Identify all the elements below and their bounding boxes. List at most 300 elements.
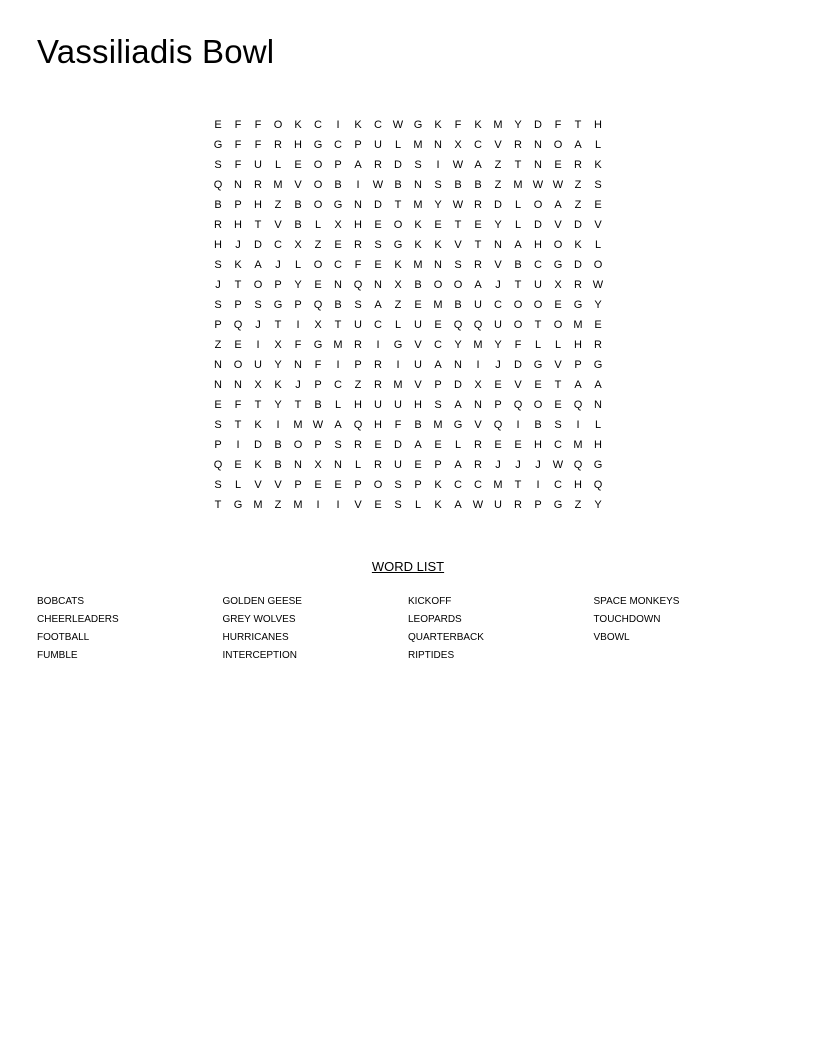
grid-letter: W xyxy=(452,199,464,211)
grid-letter: Z xyxy=(274,199,282,211)
grid-letter: M xyxy=(253,499,263,511)
word-list-item: VBOWL xyxy=(593,632,630,643)
grid-letter: C xyxy=(334,379,342,391)
grid-letter: P xyxy=(434,379,442,391)
grid-letter: E xyxy=(214,119,222,131)
grid-letter: D xyxy=(454,379,462,391)
grid-letter: W xyxy=(592,279,604,291)
grid-letter: A xyxy=(414,439,422,451)
grid-letter: K xyxy=(434,239,442,251)
grid-letter: P xyxy=(234,199,242,211)
grid-letter: X xyxy=(254,379,262,391)
grid-letter: Y xyxy=(454,339,462,351)
grid-letter: Q xyxy=(353,279,363,291)
grid-letter: F xyxy=(514,339,522,351)
grid-letter: T xyxy=(214,499,222,511)
grid-letter: X xyxy=(554,279,562,291)
word-list-item: BOBCATS xyxy=(37,596,85,607)
grid-letter: O xyxy=(233,359,243,371)
grid-letter: V xyxy=(414,339,422,351)
grid-letter: U xyxy=(374,139,382,151)
grid-letter: R xyxy=(214,219,222,231)
grid-letter: B xyxy=(474,179,482,191)
grid-letter: F xyxy=(234,399,242,411)
grid-letter: M xyxy=(573,439,583,451)
grid-letter: S xyxy=(214,299,222,311)
grid-letter: V xyxy=(454,239,462,251)
grid-letter: Y xyxy=(514,119,522,131)
grid-letter: E xyxy=(554,299,562,311)
grid-letter: G xyxy=(233,499,243,511)
grid-letter: E xyxy=(374,259,382,271)
grid-letter: J xyxy=(495,279,501,291)
grid-letter: R xyxy=(474,199,482,211)
grid-letter: R xyxy=(254,179,262,191)
grid-letter: H xyxy=(354,399,362,411)
grid-letter: Q xyxy=(473,319,483,331)
grid-letter: L xyxy=(394,139,402,151)
grid-letter: T xyxy=(234,419,242,431)
grid-letter: S xyxy=(434,179,442,191)
grid-letter: H xyxy=(214,239,222,251)
word-list-item: FOOTBALL xyxy=(37,632,90,643)
grid-letter: L xyxy=(594,419,602,431)
grid-letter: B xyxy=(534,419,542,431)
grid-letter: V xyxy=(474,419,482,431)
grid-letter: G xyxy=(593,459,603,471)
word-list-item: CHEERLEADERS xyxy=(37,614,119,625)
grid-letter: I xyxy=(396,359,400,371)
grid-letter: N xyxy=(334,459,342,471)
word-list-item: HURRICANES xyxy=(222,632,289,643)
grid-letter: J xyxy=(495,359,501,371)
grid-letter: P xyxy=(494,399,502,411)
grid-letter: N xyxy=(474,399,482,411)
grid-letter: U xyxy=(414,359,422,371)
grid-letter: V xyxy=(494,259,502,271)
grid-letter: N xyxy=(594,399,602,411)
grid-letter: T xyxy=(514,159,522,171)
grid-letter: G xyxy=(593,359,603,371)
grid-letter: N xyxy=(494,239,502,251)
grid-letter: N xyxy=(374,279,382,291)
grid-letter: C xyxy=(474,139,482,151)
grid-letter: I xyxy=(356,179,360,191)
grid-letter: O xyxy=(313,259,323,271)
grid-letter: P xyxy=(574,359,582,371)
grid-letter: U xyxy=(254,159,262,171)
grid-letter: G xyxy=(273,299,283,311)
grid-letter: G xyxy=(413,119,423,131)
grid-letter: B xyxy=(314,399,322,411)
grid-letter: U xyxy=(374,399,382,411)
grid-letter: Z xyxy=(574,199,582,211)
grid-letter: O xyxy=(273,119,283,131)
grid-letter: N xyxy=(214,379,222,391)
grid-letter: L xyxy=(294,259,302,271)
grid-letter: Q xyxy=(213,179,223,191)
grid-letter: S xyxy=(214,159,222,171)
grid-letter: I xyxy=(436,159,440,171)
grid-letter: A xyxy=(334,419,342,431)
grid-letter: F xyxy=(294,339,302,351)
grid-letter: R xyxy=(354,239,362,251)
word-search-grid xyxy=(208,115,608,515)
grid-letter: T xyxy=(394,199,402,211)
grid-letter: U xyxy=(494,319,502,331)
grid-letter: O xyxy=(533,299,543,311)
grid-letter: T xyxy=(234,279,242,291)
grid-letter: E xyxy=(594,319,602,331)
grid-letter: B xyxy=(334,299,342,311)
grid-letter: E xyxy=(434,439,442,451)
grid-letter: I xyxy=(336,119,340,131)
grid-letter: B xyxy=(394,179,402,191)
grid-letter: X xyxy=(474,379,482,391)
grid-letter: F xyxy=(254,139,262,151)
grid-letter: D xyxy=(394,439,402,451)
grid-letter: W xyxy=(552,459,564,471)
grid-letter: M xyxy=(333,339,343,351)
grid-letter: A xyxy=(454,499,462,511)
grid-letter: I xyxy=(476,359,480,371)
grid-letter: G xyxy=(393,239,403,251)
grid-letter: I xyxy=(256,339,260,351)
grid-letter: K xyxy=(594,159,602,171)
grid-letter: Z xyxy=(394,299,402,311)
grid-letter: D xyxy=(394,159,402,171)
grid-letter: V xyxy=(274,219,282,231)
word-list-item: FUMBLE xyxy=(37,650,78,661)
grid-letter: T xyxy=(274,319,282,331)
grid-letter: A xyxy=(254,259,262,271)
grid-letter: O xyxy=(533,199,543,211)
grid-letter: T xyxy=(554,379,562,391)
grid-letter: E xyxy=(554,399,562,411)
word-list-item: KICKOFF xyxy=(408,596,452,607)
grid-letter: I xyxy=(236,439,240,451)
grid-letter: B xyxy=(274,439,282,451)
grid-letter: C xyxy=(554,479,562,491)
grid-letter: K xyxy=(434,499,442,511)
grid-letter: A xyxy=(474,159,482,171)
grid-letter: C xyxy=(454,479,462,491)
grid-letter: H xyxy=(414,399,422,411)
word-list xyxy=(37,593,779,665)
grid-letter: L xyxy=(594,239,602,251)
grid-letter: X xyxy=(274,339,282,351)
grid-letter: B xyxy=(414,279,422,291)
grid-letter: B xyxy=(294,219,302,231)
grid-letter: U xyxy=(494,499,502,511)
grid-letter: E xyxy=(534,379,542,391)
grid-letter: O xyxy=(433,279,443,291)
grid-letter: Z xyxy=(214,339,222,351)
word-list-item: SPACE MONKEYS xyxy=(593,596,680,607)
grid-letter: W xyxy=(532,179,544,191)
grid-letter: P xyxy=(534,499,542,511)
grid-letter: H xyxy=(534,239,542,251)
grid-letter: E xyxy=(374,439,382,451)
grid-letter: G xyxy=(213,139,223,151)
grid-letter: S xyxy=(354,299,362,311)
grid-letter: M xyxy=(513,179,523,191)
grid-letter: L xyxy=(514,219,522,231)
grid-letter: S xyxy=(394,479,402,491)
grid-letter: V xyxy=(494,139,502,151)
grid-letter: R xyxy=(474,439,482,451)
grid-letter: S xyxy=(334,439,342,451)
grid-letter: P xyxy=(294,479,302,491)
grid-letter: D xyxy=(534,219,542,231)
grid-letter: Q xyxy=(313,299,323,311)
grid-letter: C xyxy=(314,119,322,131)
grid-letter: D xyxy=(254,239,262,251)
grid-letter: M xyxy=(573,319,583,331)
grid-letter: E xyxy=(314,279,322,291)
grid-letter: Z xyxy=(574,499,582,511)
grid-letter: R xyxy=(374,459,382,471)
grid-letter: R xyxy=(574,159,582,171)
grid-letter: A xyxy=(554,199,562,211)
grid-letter: O xyxy=(293,439,303,451)
grid-letter: J xyxy=(515,459,521,471)
grid-letter: E xyxy=(434,219,442,231)
grid-letter: H xyxy=(254,199,262,211)
grid-letter: O xyxy=(373,479,383,491)
word-list-item: GREY WOLVES xyxy=(222,614,296,625)
grid-letter: G xyxy=(333,199,343,211)
grid-letter: N xyxy=(354,199,362,211)
grid-letter: Y xyxy=(434,199,442,211)
grid-letter: L xyxy=(274,159,282,171)
grid-letter: A xyxy=(454,459,462,471)
grid-letter: Y xyxy=(494,339,502,351)
grid-letter: X xyxy=(314,459,322,471)
grid-letter: L xyxy=(534,339,542,351)
grid-letter: L xyxy=(594,139,602,151)
grid-letter: U xyxy=(354,319,362,331)
grid-letter: H xyxy=(574,479,582,491)
grid-letter: G xyxy=(553,499,563,511)
grid-letter: Q xyxy=(593,479,603,491)
grid-letter: E xyxy=(494,379,502,391)
word-list-item: INTERCEPTION xyxy=(222,650,297,661)
grid-letter: L xyxy=(454,439,462,451)
grid-letter: I xyxy=(536,479,540,491)
grid-letter: F xyxy=(554,119,562,131)
grid-letter: O xyxy=(253,279,263,291)
grid-letter: H xyxy=(374,419,382,431)
grid-letter: G xyxy=(393,339,403,351)
grid-letter: Z xyxy=(274,499,282,511)
grid-letter: E xyxy=(234,339,242,351)
grid-letter: D xyxy=(574,219,582,231)
grid-letter: L xyxy=(354,459,362,471)
grid-letter: B xyxy=(274,459,282,471)
grid-letter: N xyxy=(214,359,222,371)
grid-letter: Z xyxy=(494,159,502,171)
grid-letter: E xyxy=(234,459,242,471)
grid-letter: E xyxy=(494,439,502,451)
grid-letter: I xyxy=(316,499,320,511)
grid-letter: F xyxy=(314,359,322,371)
grid-letter: H xyxy=(594,119,602,131)
grid-letter: C xyxy=(274,239,282,251)
grid-letter: P xyxy=(294,299,302,311)
grid-letter: S xyxy=(394,499,402,511)
grid-letter: M xyxy=(493,479,503,491)
page-title: Vassiliadis Bowl xyxy=(37,33,275,70)
grid-letter: H xyxy=(234,219,242,231)
grid-letter: D xyxy=(494,199,502,211)
grid-letter: T xyxy=(574,119,582,131)
grid-letter: K xyxy=(234,259,242,271)
grid-letter: T xyxy=(514,279,522,291)
grid-letter: F xyxy=(254,119,262,131)
grid-letter: K xyxy=(434,479,442,491)
grid-letter: N xyxy=(454,359,462,371)
grid-letter: E xyxy=(594,199,602,211)
grid-letter: M xyxy=(413,259,423,271)
grid-letter: K xyxy=(394,259,402,271)
word-list-item: GOLDEN GEESE xyxy=(222,596,302,607)
grid-letter: E xyxy=(294,159,302,171)
grid-letter: Q xyxy=(213,459,223,471)
grid-letter: W xyxy=(552,179,564,191)
grid-letter: Y xyxy=(594,499,602,511)
grid-letter: Z xyxy=(494,179,502,191)
grid-letter: J xyxy=(295,379,301,391)
grid-letter: R xyxy=(354,439,362,451)
grid-letter: N xyxy=(534,159,542,171)
grid-letter: K xyxy=(434,119,442,131)
grid-letter: M xyxy=(433,419,443,431)
grid-letter: E xyxy=(434,319,442,331)
grid-letter: J xyxy=(255,319,261,331)
grid-letter: J xyxy=(535,459,541,471)
grid-letter: B xyxy=(294,199,302,211)
grid-letter: L xyxy=(514,199,522,211)
grid-letter: H xyxy=(354,219,362,231)
grid-letter: E xyxy=(474,219,482,231)
grid-letter: P xyxy=(354,139,362,151)
grid-letter: C xyxy=(374,319,382,331)
grid-letter: R xyxy=(354,339,362,351)
grid-letter: L xyxy=(334,399,342,411)
grid-letter: P xyxy=(314,379,322,391)
grid-letter: P xyxy=(334,159,342,171)
grid-letter: C xyxy=(374,119,382,131)
grid-letter: R xyxy=(374,379,382,391)
word-list-item: LEOPARDS xyxy=(408,614,462,625)
grid-letter: W xyxy=(312,419,324,431)
grid-letter: V xyxy=(294,179,302,191)
grid-letter: W xyxy=(372,179,384,191)
grid-letter: B xyxy=(454,179,462,191)
grid-letter: M xyxy=(433,299,443,311)
grid-letter: D xyxy=(534,119,542,131)
grid-letter: A xyxy=(454,399,462,411)
grid-letter: Z xyxy=(574,179,582,191)
grid-letter: M xyxy=(413,199,423,211)
grid-letter: W xyxy=(472,499,484,511)
grid-letter: D xyxy=(254,439,262,451)
grid-letter: V xyxy=(414,379,422,391)
grid-letter: Q xyxy=(493,419,503,431)
grid-letter: M xyxy=(473,339,483,351)
grid-letter: P xyxy=(314,439,322,451)
grid-letter: D xyxy=(574,259,582,271)
grid-letter: O xyxy=(453,279,463,291)
grid-letter: M xyxy=(493,119,503,131)
grid-letter: N xyxy=(234,179,242,191)
grid-letter: N xyxy=(234,379,242,391)
grid-letter: C xyxy=(474,479,482,491)
grid-letter: M xyxy=(273,179,283,191)
grid-letter: N xyxy=(414,179,422,191)
grid-letter: S xyxy=(214,479,222,491)
grid-letter: U xyxy=(394,399,402,411)
grid-letter: E xyxy=(374,499,382,511)
grid-letter: O xyxy=(513,299,523,311)
grid-letter: K xyxy=(294,119,302,131)
grid-letter: R xyxy=(374,359,382,371)
grid-letter: P xyxy=(274,279,282,291)
grid-letter: T xyxy=(534,319,542,331)
grid-letter: O xyxy=(533,399,543,411)
grid-letter: R xyxy=(514,499,522,511)
grid-letter: M xyxy=(393,379,403,391)
grid-letter: V xyxy=(254,479,262,491)
grid-letter: Y xyxy=(594,299,602,311)
grid-letter: C xyxy=(334,259,342,271)
grid-letter: U xyxy=(394,459,402,471)
grid-letter: H xyxy=(574,339,582,351)
grid-letter: C xyxy=(494,299,502,311)
grid-letter: S xyxy=(554,419,562,431)
grid-letter: I xyxy=(576,419,580,431)
grid-letter: A xyxy=(574,379,582,391)
grid-letter: C xyxy=(554,439,562,451)
word-list-item: QUARTERBACK xyxy=(408,632,484,643)
word-list-item: RIPTIDES xyxy=(408,650,455,661)
grid-letter: X xyxy=(314,319,322,331)
grid-letter: K xyxy=(414,239,422,251)
grid-letter: H xyxy=(294,139,302,151)
grid-letter: V xyxy=(554,359,562,371)
grid-letter: B xyxy=(334,179,342,191)
grid-letter: O xyxy=(553,319,563,331)
grid-letter: G xyxy=(453,419,463,431)
grid-letter: O xyxy=(513,319,523,331)
grid-letter: O xyxy=(553,139,563,151)
grid-letter: X xyxy=(394,279,402,291)
grid-letter: R xyxy=(594,339,602,351)
grid-letter: S xyxy=(214,259,222,271)
grid-letter: J xyxy=(495,459,501,471)
grid-letter: U xyxy=(534,279,542,291)
grid-letter: L xyxy=(414,499,422,511)
grid-letter: W xyxy=(452,159,464,171)
grid-letter: R xyxy=(474,459,482,471)
grid-letter: B xyxy=(514,259,522,271)
grid-letter: I xyxy=(336,359,340,371)
grid-letter: C xyxy=(534,259,542,271)
grid-letter: E xyxy=(314,479,322,491)
grid-letter: G xyxy=(313,139,323,151)
grid-letter: O xyxy=(553,239,563,251)
